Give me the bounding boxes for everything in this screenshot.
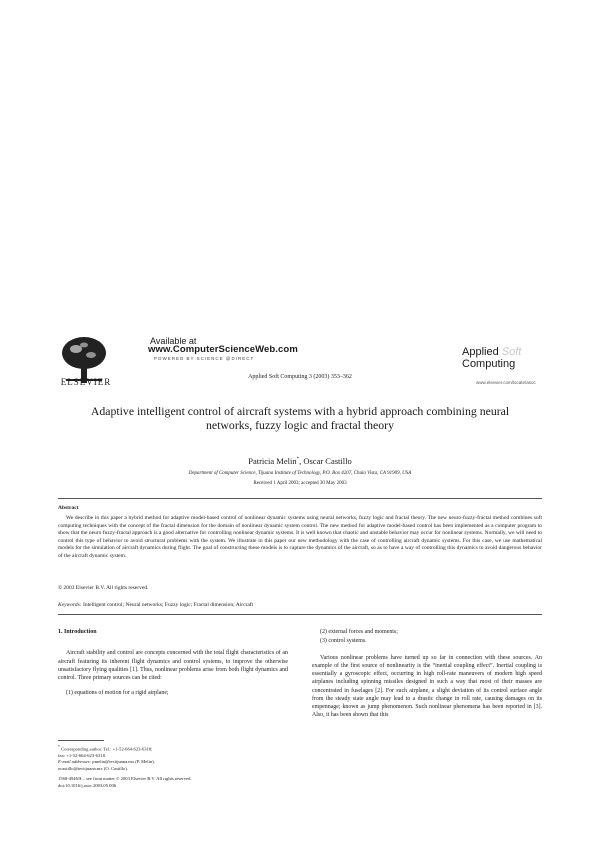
section-heading: 1. Introduction [58, 629, 97, 635]
keywords [58, 602, 253, 608]
received-dates: Received 1 April 2003; accepted 30 May 2003 [253, 481, 347, 486]
corresponding-mark: * [296, 457, 300, 463]
email-address: ocastillo@tectijuana.mx (O. Castillo). [58, 765, 128, 771]
issn-block [58, 776, 192, 789]
list-item: (1) equations of motion for a rigid airplane; [66, 690, 169, 697]
keywords-text: Intelligent control; Neural networks; Fuzzy logic; Fractal dimension; Aircraft [83, 602, 254, 608]
brand-computing: Computing [462, 358, 516, 370]
site-url: www.ComputerScienceWeb.com [148, 344, 298, 355]
authors: Patricia Melin*, Oscar Castillo [248, 456, 352, 466]
right-column [312, 628, 542, 720]
author-name: Patricia Melin [248, 456, 297, 466]
powered-by-label: POWERED BY SCIENCE @DIRECT [154, 356, 255, 361]
footnote-line: fax: +1-52-664-623-6318. [58, 752, 107, 758]
brand-applied: Applied [462, 346, 499, 358]
affiliation: Department of Computer Science, Tijuana Institute of Technology, P.O. Box 4207, Chula Vista, CA 91909, USA [188, 471, 412, 476]
footnote-rule [58, 740, 104, 741]
list [58, 689, 288, 697]
footnote [58, 744, 288, 772]
journal-citation: Applied Soft Computing 3 (2003) 353–362 [248, 374, 352, 380]
issn-line: 1568-4946/$ – see front matter © 2003 Elsevier B.V. All rights reserved. [58, 776, 192, 781]
left-column [58, 628, 288, 699]
email-address: pmelin@tectijuana.mx (P. Melin), [92, 759, 155, 765]
article-title: Adaptive intelligent control of aircraft systems with a hybrid approach combining neural networks, fuzzy logic and fractal theory [90, 404, 510, 432]
list-item: (2) external forces and moments; [320, 629, 398, 635]
copyright: © 2003 Elsevier B.V. All rights reserved. [58, 585, 149, 591]
journal-url: www.elsevier.com/locate/asoc [476, 380, 536, 385]
paragraph: Various nonlinear problems have turned up so far in connection with these sources. An example of the first source of nonlinearity is the “inertial coupling effect”. Inertial coupling is essentially a gyroscopic effect, occurring in high roll-rate maneuvers of modern high speed airplanes including spinning missiles designed in such a way that most of their masses are concentrated in fuselages [2]. For such airplane, a slight deviation of its control surface angle from the steady state angle may lead to a drastic change in roll rate, causing damages on its empennage; known as jump phenomenon. Such nonlinear phenomena has been reported in [3]. Also, it has been shown that this [312, 654, 542, 719]
divider [58, 614, 542, 615]
email-label: E-mail addresses: [58, 759, 92, 765]
doi-line: doi:10.1016/j.asoc.2003.05.006 [58, 782, 117, 788]
divider [58, 498, 542, 499]
list [312, 628, 542, 646]
footnote-line [58, 744, 288, 753]
abstract-body: We describe in this paper a hybrid method for adaptive model-based control of nonlinear dynamic systems using neural networks, fuzzy logic and fractal theory. The new neuro-fuzzy-fractal method combines soft computing techniques with the concept of the fractal dimension for the domain of nonlinear dynamic system control. The new method for adaptive model-based control has been implemented as a computer program to show that the neuro fuzzy-fractal approach is a good alternative for controlling nonlinear dynamic systems. It is well known that chaotic and unstable behavior may occur for nonlinear systems. Normally, we will need to control this type of behavior to avoid structural problems with the system. We illustrate in this paper our new methodology with the case of controlling aircraft dynamic systems. For this case, we use mathematical models for the simulation of aircraft dynamics during flight. The goal of constructing these models is to capture the dynamics of the aircraft, so as to have a way of controlling this dynamics to avoid dangerous behavior of the aircraft dynamic system. [58, 515, 542, 559]
list-item: (3) control systems. [320, 638, 367, 645]
abstract-heading: Abstract [58, 505, 79, 511]
footnote-mark: * [58, 745, 60, 749]
journal-brand-line1 [462, 346, 521, 358]
author-name: Oscar Castillo [303, 456, 352, 466]
keywords-label: Keywords: [58, 602, 82, 608]
brand-soft: Soft [501, 346, 522, 358]
publisher-name: ELSEVIER [60, 377, 112, 387]
footnote-text: Corresponding author. Tel.: +1-52-664-623-6318; [61, 746, 153, 752]
available-at-label: Available at [150, 336, 197, 346]
paragraph: Aircraft stability and control are concepts concerned with the total flight characteristics of an aircraft featuring its inherent flight dynamics and control systems, to improve the otherwise unsatisfactory flying qualities [1]. Thus, nonlinear problems arise from both flight dynamics and control. Three primary sources can be cited: [58, 650, 288, 681]
